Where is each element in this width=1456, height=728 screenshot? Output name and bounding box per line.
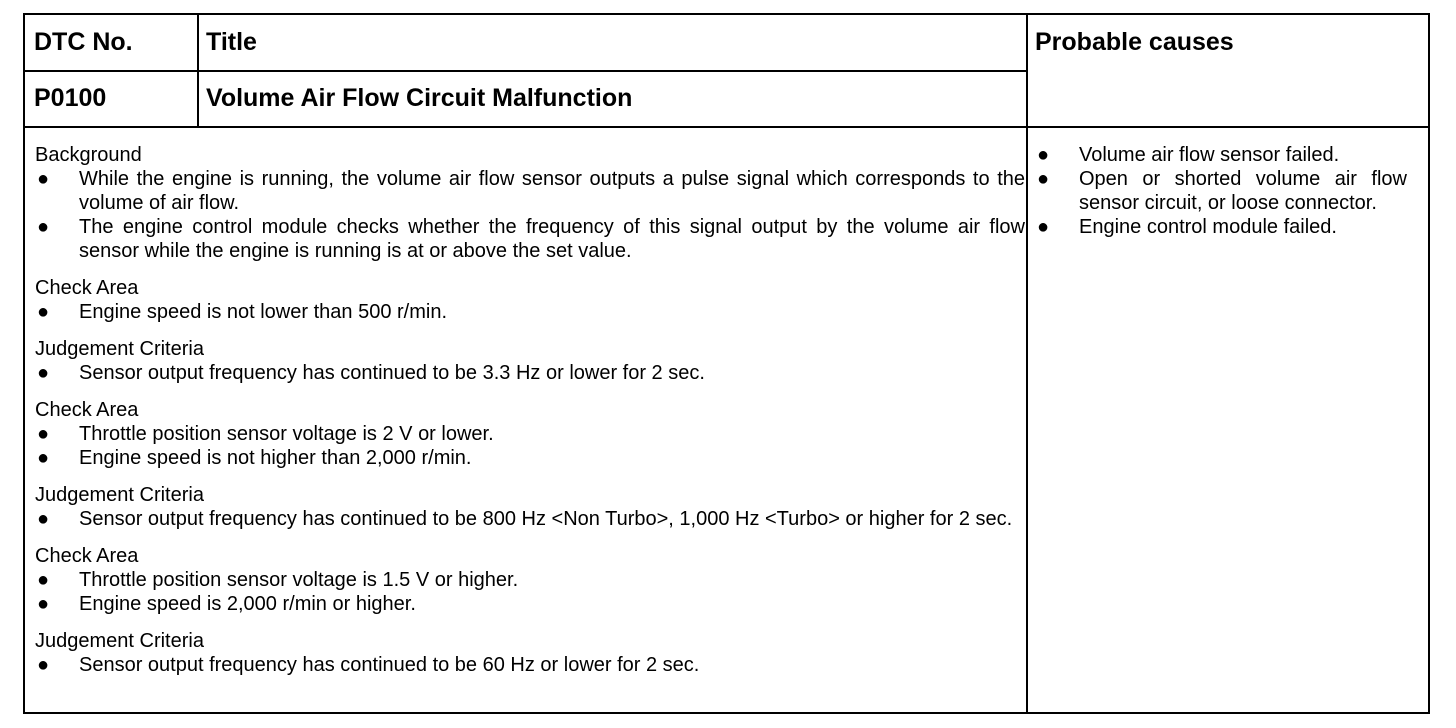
cause-text: Engine control module failed. xyxy=(1079,216,1337,238)
section xyxy=(35,337,1025,385)
bullet-icon: ● xyxy=(37,569,50,591)
probable-causes-column xyxy=(1035,143,1407,239)
section-label: Judgement Criteria xyxy=(35,484,204,506)
bullet-item xyxy=(35,446,1025,470)
bullet-item xyxy=(35,568,1025,592)
bullet-item xyxy=(35,167,1025,215)
bullet-icon: ● xyxy=(37,216,50,238)
col-dtc-label: DTC No. xyxy=(34,28,133,56)
bullet-icon: ● xyxy=(1037,168,1050,190)
bullet-item xyxy=(35,215,1025,263)
bullet-icon: ● xyxy=(37,301,50,323)
divider-body-causes xyxy=(1026,15,1028,712)
dtc-title: Volume Air Flow Circuit Malfunction xyxy=(206,84,633,112)
col-title-label: Title xyxy=(206,28,257,56)
bullet-text: Sensor output frequency has continued to be 3.3 Hz or lower for 2 sec. xyxy=(79,362,705,384)
bullet-text: While the engine is running, the volume air flow sensor outputs a pulse signal which corresponds to the volume of air flow. xyxy=(79,168,1025,214)
bullet-icon: ● xyxy=(37,423,50,445)
bullet-item xyxy=(35,653,1025,677)
cause-text: Open or shorted volume air flow sensor circuit, or loose connector. xyxy=(1079,168,1407,214)
bullet-text: The engine control module checks whether the frequency of this signal output by the volume air flow sensor while the engine is running is at or above the set value. xyxy=(79,216,1025,262)
cause-item xyxy=(1035,143,1407,167)
bullet-icon: ● xyxy=(37,362,50,384)
section-label: Check Area xyxy=(35,399,139,421)
divider-header-row xyxy=(25,70,1026,72)
section-label: Check Area xyxy=(35,277,139,299)
bullet-icon: ● xyxy=(37,508,50,530)
description-column xyxy=(35,143,1025,690)
bullet-item xyxy=(35,422,1025,446)
bullet-icon: ● xyxy=(37,168,50,190)
cause-text: Volume air flow sensor failed. xyxy=(1079,144,1340,166)
section xyxy=(35,544,1025,616)
section-label: Judgement Criteria xyxy=(35,338,204,360)
bullet-text: Engine speed is not lower than 500 r/min. xyxy=(79,301,447,323)
bullet-icon: ● xyxy=(37,593,50,615)
divider-header-body xyxy=(25,126,1428,128)
bullet-item xyxy=(35,300,1025,324)
bullet-text: Throttle position sensor voltage is 2 V or lower. xyxy=(79,423,494,445)
bullet-item xyxy=(35,507,1025,531)
cause-item xyxy=(1035,215,1407,239)
bullet-item xyxy=(35,361,1025,385)
dtc-number: P0100 xyxy=(34,84,107,112)
bullet-text: Sensor output frequency has continued to be 800 Hz <Non Turbo>, 1,000 Hz <Turbo> or higher for 2 sec. xyxy=(79,508,1013,530)
section-label: Check Area xyxy=(35,545,139,567)
section xyxy=(35,143,1025,263)
section-label: Background xyxy=(35,144,142,166)
bullet-icon: ● xyxy=(37,447,50,469)
cause-item xyxy=(1035,167,1407,215)
bullet-text: Engine speed is not higher than 2,000 r/min. xyxy=(79,447,472,469)
col-causes-label: Probable causes xyxy=(1035,28,1234,56)
section xyxy=(35,629,1025,677)
bullet-icon: ● xyxy=(1037,144,1050,166)
section xyxy=(35,483,1025,531)
section xyxy=(35,276,1025,324)
bullet-text: Sensor output frequency has continued to be 60 Hz or lower for 2 sec. xyxy=(79,654,700,676)
section-label: Judgement Criteria xyxy=(35,630,204,652)
bullet-icon: ● xyxy=(1037,216,1050,238)
bullet-icon: ● xyxy=(37,654,50,676)
bullet-text: Engine speed is 2,000 r/min or higher. xyxy=(79,593,416,615)
section xyxy=(35,398,1025,470)
bullet-text: Throttle position sensor voltage is 1.5 V or higher. xyxy=(79,569,519,591)
dtc-document xyxy=(23,13,1430,714)
bullet-item xyxy=(35,592,1025,616)
